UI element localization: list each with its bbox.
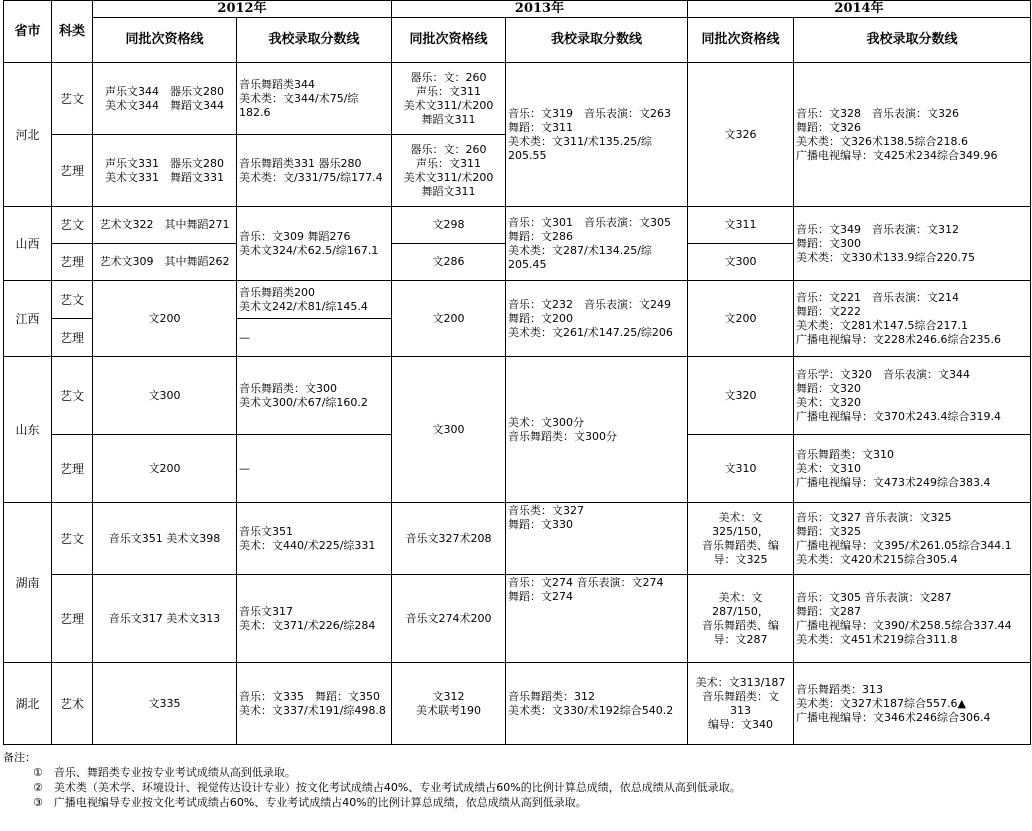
category-cell: 艺文 — [52, 63, 93, 135]
hebei-2014-score: 音乐：文328 音乐表演：文326 舞蹈：文326 美术类：文326术138.5综合218.6 广播电视编导：文425术234综合349.96 — [794, 63, 1031, 207]
shanxi-li-2012-line: 艺术文309 其中舞蹈262 — [93, 244, 237, 281]
col-line-2012: 同批次资格线 — [93, 18, 237, 63]
shanxi-wen-2013-line: 文298 — [392, 207, 506, 244]
hebei-wen-2012-line: 声乐文344 器乐文280 美术文344 舞蹈文344 — [93, 63, 237, 135]
table-row — [4, 663, 1031, 745]
shandong-li-2014-score: 音乐舞蹈类：文310 美术：文310 广播电视编导：文473术249综合383.4 — [794, 435, 1031, 503]
category-header: 科类 — [52, 1, 93, 63]
hebei-2014-line: 文326 — [688, 63, 794, 207]
category-cell: 艺理 — [52, 135, 93, 207]
category-cell: 艺文 — [52, 281, 93, 319]
hunan-wen-2012-score: 音乐文351 美术：文440/术225/综331 — [237, 503, 392, 575]
shanxi-wen-2014-line: 文311 — [688, 207, 794, 244]
shandong-li-2012-score: — — [237, 435, 392, 503]
category-cell: 艺理 — [52, 435, 93, 503]
year-2014-header: 2014年 — [688, 1, 1031, 18]
province-hunan: 湖南 — [4, 503, 52, 663]
category-cell: 艺理 — [52, 244, 93, 281]
table-row — [4, 357, 1031, 435]
table-row — [4, 63, 1031, 135]
hubei-2012-score: 音乐：文335 舞蹈：文350 美术：文337/术191/综498.8 — [237, 663, 392, 745]
shanxi-2014-score: 音乐：文349 音乐表演：文312 舞蹈：文300 美术类：文330术133.9综合220.75 — [794, 207, 1031, 281]
hebei-li-2012-score: 音乐舞蹈类331 器乐280 美术类：文/331/75/综177.4 — [237, 135, 392, 207]
shandong-li-2014-line: 文310 — [688, 435, 794, 503]
jiangxi-2013-score: 音乐：文232 音乐表演：文249 舞蹈：文200 美术类：文261/术147.25/综206 — [506, 281, 688, 357]
hunan-li-2013-line: 音乐文274术200 — [392, 575, 506, 663]
hunan-li-2014-score: 音乐：文305 音乐表演：文287 舞蹈：文287 广播电视编导：文390/术258.5综合337.44 美术类：文451术219综合311.8 — [794, 575, 1031, 663]
category-cell: 艺理 — [52, 575, 93, 663]
hunan-wen-2012-line: 音乐文351 美术文398 — [93, 503, 237, 575]
shandong-2013-line: 文300 — [392, 357, 506, 503]
table-row — [4, 207, 1031, 244]
category-cell: 艺理 — [52, 319, 93, 357]
hunan-wen-2014-line: 美术：文 325/150， 音乐舞蹈类、编 导：文325 — [688, 503, 794, 575]
note-item: ② 美术类（美术学、环境设计、视觉传达设计专业）按文化考试成绩占40%、专业考试成绩占60%的比例计算总成绩，依总成绩从高到低录取。 — [33, 781, 741, 794]
note-item: ① 音乐、舞蹈类专业按专业考试成绩从高到低录取。 — [33, 766, 296, 779]
province-hubei: 湖北 — [4, 663, 52, 745]
note-item: ③ 广播电视编导专业按文化考试成绩占60%、专业考试成绩占40%的比例计算总成绩，依总成绩从高到低录取。 — [33, 796, 587, 809]
hunan-li-2014-line: 美术：文 287/150， 音乐舞蹈类、编 导：文287 — [688, 575, 794, 663]
jiangxi-2013-line: 文200 — [392, 281, 506, 357]
jiangxi-wen-2012-score: 音乐舞蹈类200 美术文242/术81/综145.4 — [237, 281, 392, 319]
hunan-wen-2013-score: 音乐类：文327 舞蹈：文330 — [506, 503, 688, 575]
shandong-wen-2012-score: 音乐舞蹈类：文300 美术文300/术67/综160.2 — [237, 357, 392, 435]
shandong-wen-2012-line: 文300 — [93, 357, 237, 435]
col-line-2013: 同批次资格线 — [392, 18, 506, 63]
shanxi-wen-2012-line: 艺术文322 其中舞蹈271 — [93, 207, 237, 244]
hubei-2013-line: 文312 美术联考190 — [392, 663, 506, 745]
year-2012-header: 2012年 — [93, 1, 392, 18]
province-shandong: 山东 — [4, 357, 52, 503]
shandong-li-2012-line: 文200 — [93, 435, 237, 503]
hunan-wen-2013-line: 音乐文327术208 — [392, 503, 506, 575]
col-score-2012: 我校录取分数线 — [237, 18, 392, 63]
notes-section — [3, 750, 1030, 810]
table-row — [4, 575, 1031, 663]
shanxi-li-2013-line: 文286 — [392, 244, 506, 281]
hebei-li-2013-line: 器乐：文：260 声乐：文311 美术文311/术200 舞蹈文311 — [392, 135, 506, 207]
hunan-li-2013-score: 音乐：文274 音乐表演：文274 舞蹈：文274 — [506, 575, 688, 663]
notes-title: 备注： — [3, 751, 36, 764]
hubei-2014-line: 美术：文313/187 音乐舞蹈类：文 313 编导：文340 — [688, 663, 794, 745]
hubei-2012-line: 文335 — [93, 663, 237, 745]
shandong-wen-2014-score: 音乐学：文320 音乐表演：文344 舞蹈：文320 美术：文320 广播电视编导：文370术243.4综合319.4 — [794, 357, 1031, 435]
shandong-wen-2014-line: 文320 — [688, 357, 794, 435]
jiangxi-2012-line: 文200 — [93, 281, 237, 357]
col-line-2014: 同批次资格线 — [688, 18, 794, 63]
category-cell: 艺文 — [52, 357, 93, 435]
hunan-li-2012-line: 音乐文317 美术文313 — [93, 575, 237, 663]
col-score-2013: 我校录取分数线 — [506, 18, 688, 63]
hebei-wen-2013-line: 器乐：文：260 声乐：文311 美术文311/术200 舞蹈文311 — [392, 63, 506, 135]
table-row — [4, 281, 1031, 319]
category-cell: 艺文 — [52, 207, 93, 244]
jiangxi-2014-score: 音乐：文221 音乐表演：文214 舞蹈：文222 美术类：文281术147.5综合217.1 广播电视编导：文228术246.6综合235.6 — [794, 281, 1031, 357]
hunan-li-2012-score: 音乐文317 美术：文371/术226/综284 — [237, 575, 392, 663]
jiangxi-2014-line: 文200 — [688, 281, 794, 357]
admission-score-table — [3, 0, 1031, 745]
province-shanxi: 山西 — [4, 207, 52, 281]
hebei-2013-score: 音乐：文319 音乐表演：文263 舞蹈：文311 美术类：文311/术135.25/综 205.55 — [506, 63, 688, 207]
category-cell: 艺术 — [52, 663, 93, 745]
province-header: 省市 — [4, 1, 52, 63]
jiangxi-li-2012-score: — — [237, 319, 392, 357]
province-hebei: 河北 — [4, 63, 52, 207]
hubei-2014-score: 音乐舞蹈类：313 美术类：文327术187综合557.6▲ 广播电视编导：文346术246综合306.4 — [794, 663, 1031, 745]
hebei-li-2012-line: 声乐文331 器乐文280 美术文331 舞蹈文331 — [93, 135, 237, 207]
shanxi-2013-score: 音乐：文301 音乐表演：文305 舞蹈：文286 美术类：文287/术134.25/综 205.45 — [506, 207, 688, 281]
province-jiangxi: 江西 — [4, 281, 52, 357]
hebei-wen-2012-score: 音乐舞蹈类344 美术类：文344/术75/综182.6 — [237, 63, 392, 135]
col-score-2014: 我校录取分数线 — [794, 18, 1031, 63]
shanxi-li-2014-line: 文300 — [688, 244, 794, 281]
category-cell: 艺文 — [52, 503, 93, 575]
hubei-2013-score: 音乐舞蹈类：312 美术类：文330/术192综合540.2 — [506, 663, 688, 745]
shandong-2013-score: 美术：文300分 音乐舞蹈类：文300分 — [506, 357, 688, 503]
hunan-wen-2014-score: 音乐：文327 音乐表演：文325 舞蹈：文325 广播电视编导：文395/术261.05综合344.1 美术类：文420术215综合305.4 — [794, 503, 1031, 575]
year-2013-header: 2013年 — [392, 1, 688, 18]
table-row — [4, 503, 1031, 575]
shanxi-2012-score: 音乐：文309 舞蹈276 美术文324/术62.5/综167.1 — [237, 207, 392, 281]
